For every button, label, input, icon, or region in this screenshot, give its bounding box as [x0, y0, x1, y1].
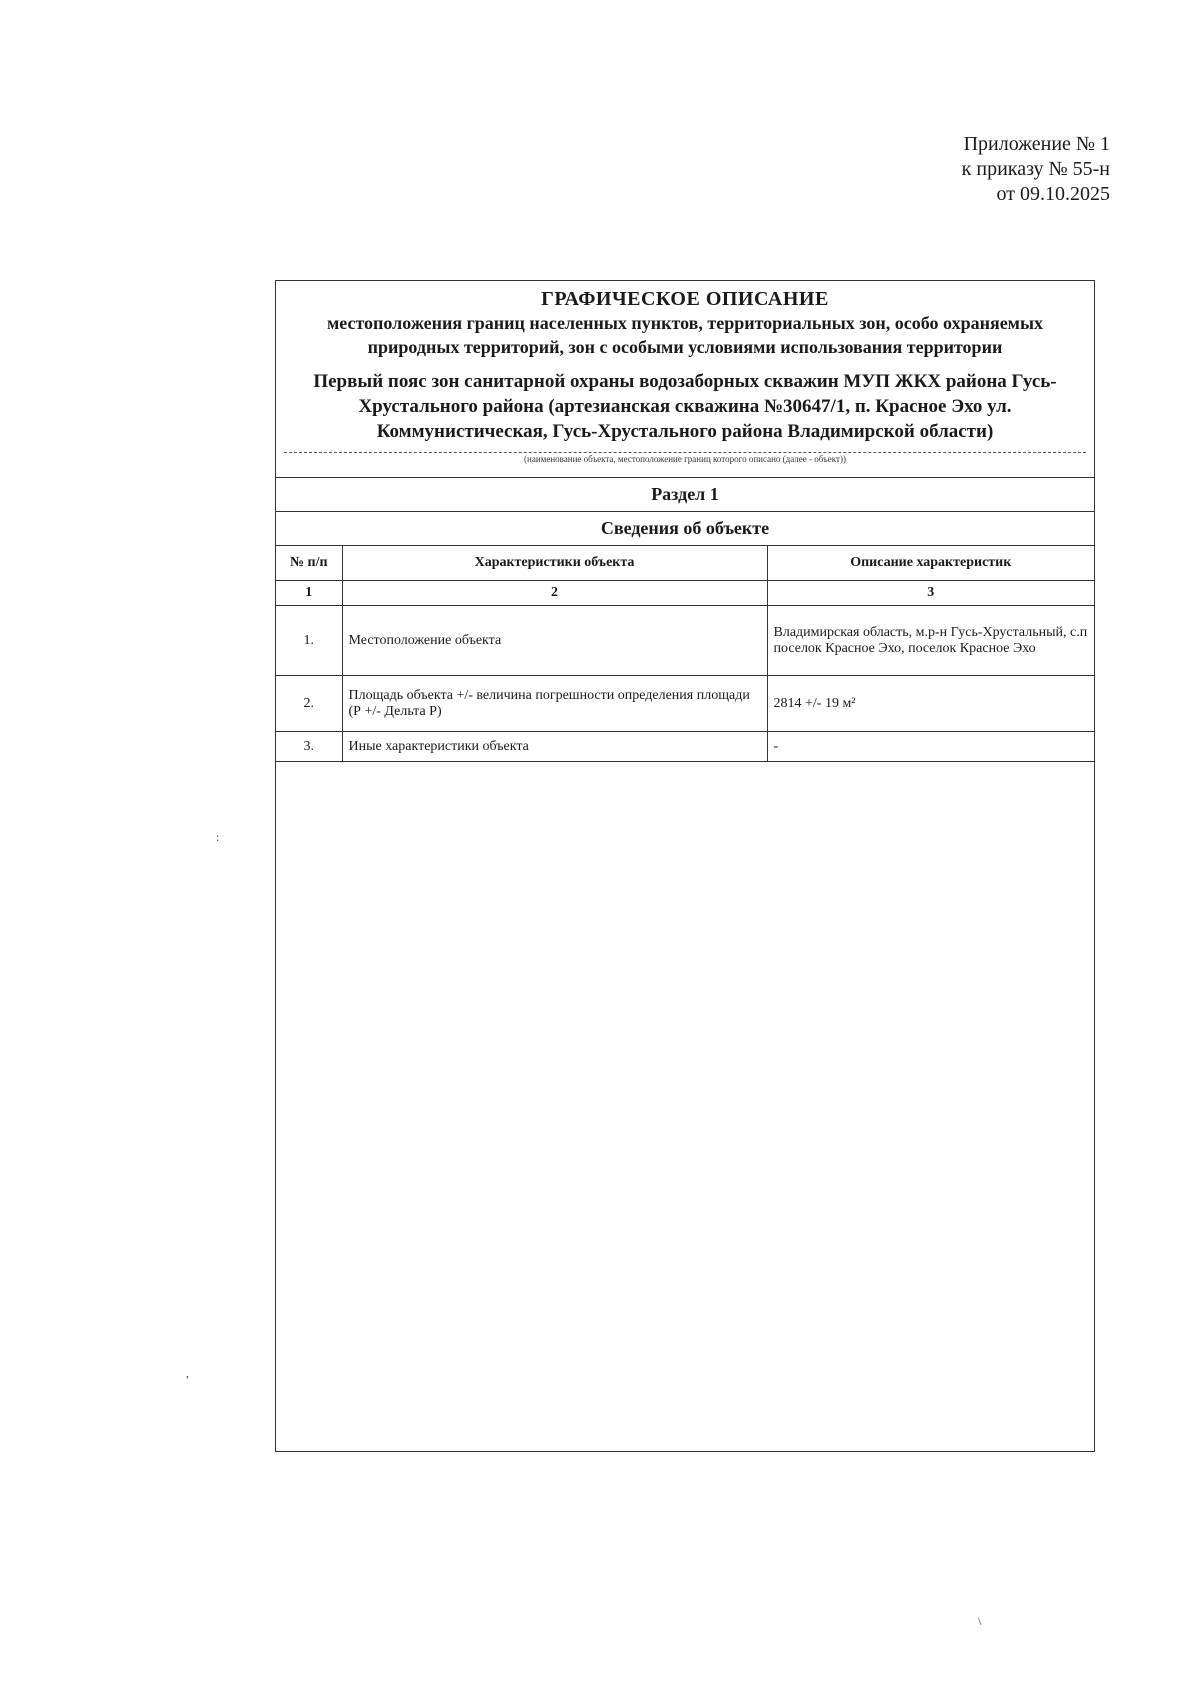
row-characteristic: Иные характеристики объекта: [342, 732, 767, 762]
table-header-row: [276, 546, 1094, 581]
row-description: -: [767, 732, 1094, 762]
scan-speck: :: [216, 830, 220, 844]
row-number: 2.: [276, 676, 342, 732]
table-row: [276, 732, 1094, 762]
object-name: Первый пояс зон санитарной охраны водозаборных скважин МУП ЖКХ района Гусь-Хрустального района (артезианская скважина №30647/1, п. Красное Эхо ул. Коммунистическая, Гусь-Хрустального района Владимирской области): [313, 371, 1057, 442]
object-info-table: [276, 545, 1094, 762]
table-row: [276, 606, 1094, 676]
section-subheading: Сведения об объекте: [276, 511, 1094, 545]
column-number: 2: [342, 581, 767, 606]
row-description: Владимирская область, м.р-н Гусь-Хрустальный, с.п поселок Красное Эхо, поселок Красное Эхо: [767, 606, 1094, 676]
document-frame: [275, 280, 1095, 1452]
document-subtitle: местоположения границ населенных пунктов, территориальных зон, особо охраняемых природных территорий, зон с особыми условиями использования территории: [326, 313, 1043, 357]
row-number: 1.: [276, 606, 342, 676]
row-characteristic: Площадь объекта +/- величина погрешности определения площади (Р +/- Дельта Р): [342, 676, 767, 732]
object-name-caption: (наименование объекта, местоположение границ которого описано (далее - объект)): [284, 452, 1086, 465]
row-description: 2814 +/- 19 м²: [767, 676, 1094, 732]
row-characteristic: Местоположение объекта: [342, 606, 767, 676]
row-number: 3.: [276, 732, 342, 762]
document-title: ГРАФИЧЕСКОЕ ОПИСАНИЕ: [541, 288, 829, 310]
order-number: к приказу № 55-н: [961, 158, 1110, 180]
scan-speck: \: [978, 1614, 982, 1628]
column-number: 3: [767, 581, 1094, 606]
order-date: от 09.10.2025: [996, 183, 1110, 205]
document-heading: [276, 281, 1094, 444]
section-label: Раздел 1: [276, 477, 1094, 511]
appendix-number: Приложение № 1: [963, 133, 1110, 155]
table-row: [276, 676, 1094, 732]
header-num: № п/п: [276, 546, 342, 581]
header-description: Описание характеристик: [767, 546, 1094, 581]
header-characteristic: Характеристики объекта: [342, 546, 767, 581]
appendix-reference: [962, 132, 1110, 207]
table-column-numbers: [276, 581, 1094, 606]
column-number: 1: [276, 581, 342, 606]
scan-speck: ,: [186, 1366, 189, 1380]
